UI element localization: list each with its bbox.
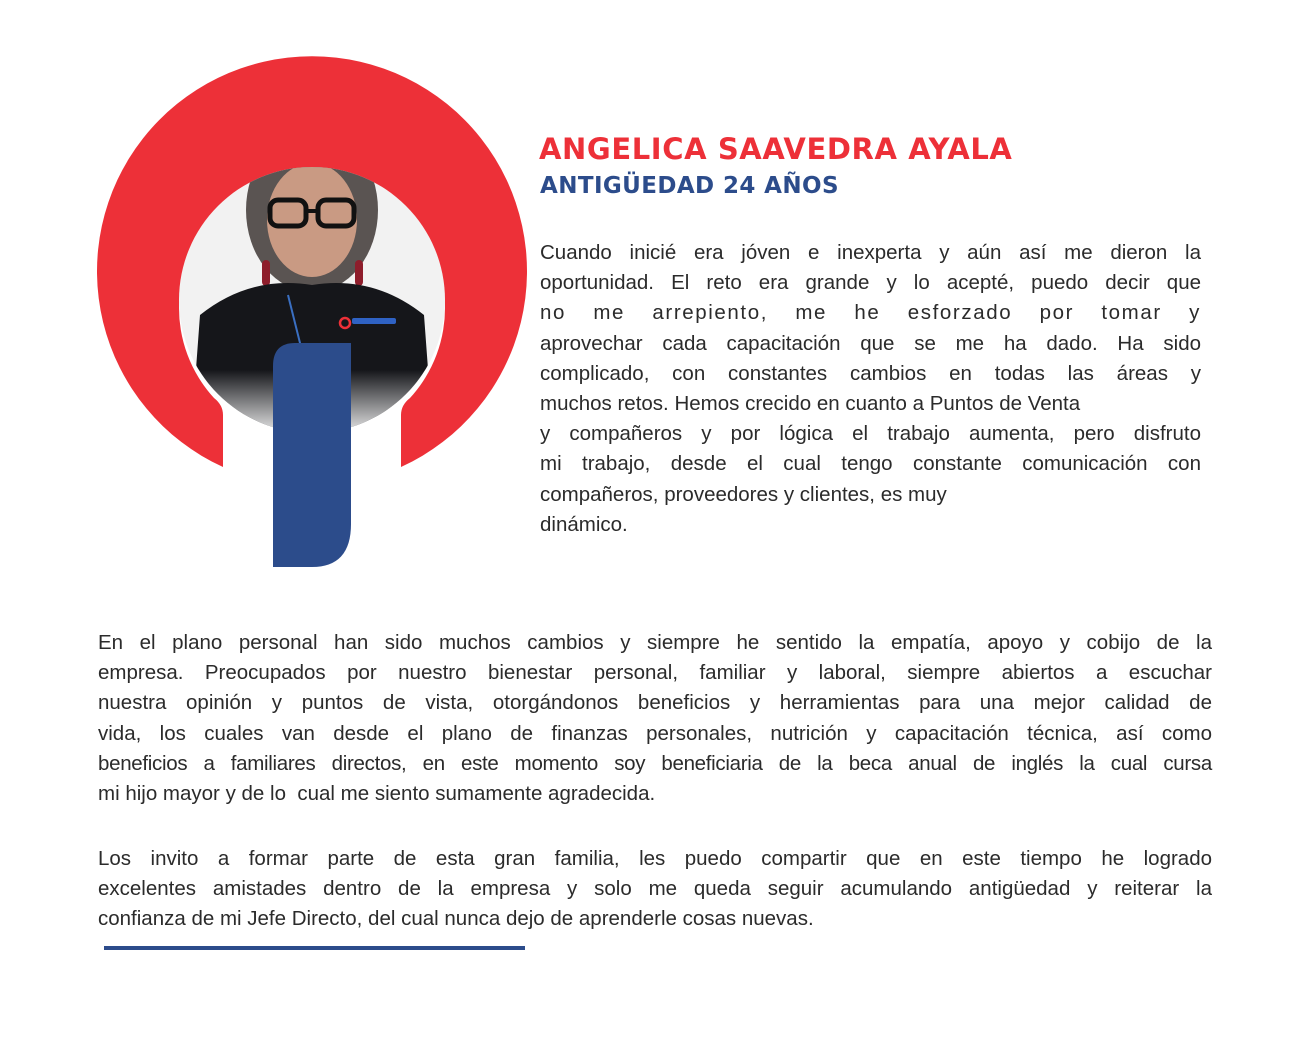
body-paragraph-2: [98, 844, 1212, 935]
bottom-divider: [104, 946, 525, 950]
body-line: nuestra opinión y puntos de vista, otorgándonos beneficios y herramientas para una mejor calidad de: [98, 691, 1212, 715]
intro-line: dinámico.: [540, 512, 628, 536]
intro-line: y compañeros y por lógica el trabajo aumenta, pero disfruto: [540, 422, 1201, 446]
body-line: mi hijo mayor y de lo cual me siento sumamente agradecida.: [98, 782, 656, 806]
body-line: empresa. Preocupados por nuestro bienestar personal, familiar y laboral, siempre abiertos a escuchar: [98, 661, 1212, 685]
body-line: Los invito a formar parte de esta gran familia, les puedo compartir que en este tiempo he logrado: [98, 847, 1212, 870]
intro-line: muchos retos. Hemos crecido en cuanto a Puntos de Venta: [540, 392, 1081, 416]
profile-emblem: [90, 70, 530, 580]
seniority-label: ANTIGÜEDAD 24 AÑOS: [540, 173, 839, 199]
body-line: beneficios a familiares directos, en este momento soy beneficiaria de la beca anual de inglés la cual cursa: [98, 751, 1212, 775]
emblem-graphic: [90, 70, 530, 580]
intro-line: oportunidad. El reto era grande y lo acepté, puedo decir que: [540, 271, 1201, 295]
body-line: excelentes amistades dentro de la empresa y solo me queda seguir acumulando antigüedad y reiterar la: [98, 877, 1212, 901]
intro-line: aprovechar cada capacitación que se me ha dado. Ha sido: [540, 331, 1201, 355]
intro-paragraph: [540, 238, 1201, 540]
intro-line: compañeros, proveedores y clientes, es muy: [540, 482, 947, 506]
intro-line: Cuando inicié era jóven e inexperta y aún así me dieron la: [540, 241, 1201, 264]
intro-line: complicado, con constantes cambios en todas las áreas y: [540, 361, 1201, 385]
body-line: vida, los cuales van desde el plano de finanzas personales, nutrición y capacitación técnica, así como: [98, 721, 1212, 745]
body-paragraph-1: [98, 628, 1212, 809]
blue-bar-shape: [273, 343, 351, 567]
body-line: En el plano personal han sido muchos cambios y siempre he sentido la empatía, apoyo y cobijo de la: [98, 631, 1212, 654]
employee-name: ANGELICA SAAVEDRA AYALA: [539, 132, 1013, 166]
intro-line: no me arrepiento, me he esforzado por tomar y: [540, 301, 1201, 325]
body-line: confianza de mi Jefe Directo, del cual nunca dejo de aprenderle cosas nuevas.: [98, 907, 814, 931]
intro-line: mi trabajo, desde el cual tengo constante comunicación con: [540, 452, 1201, 476]
